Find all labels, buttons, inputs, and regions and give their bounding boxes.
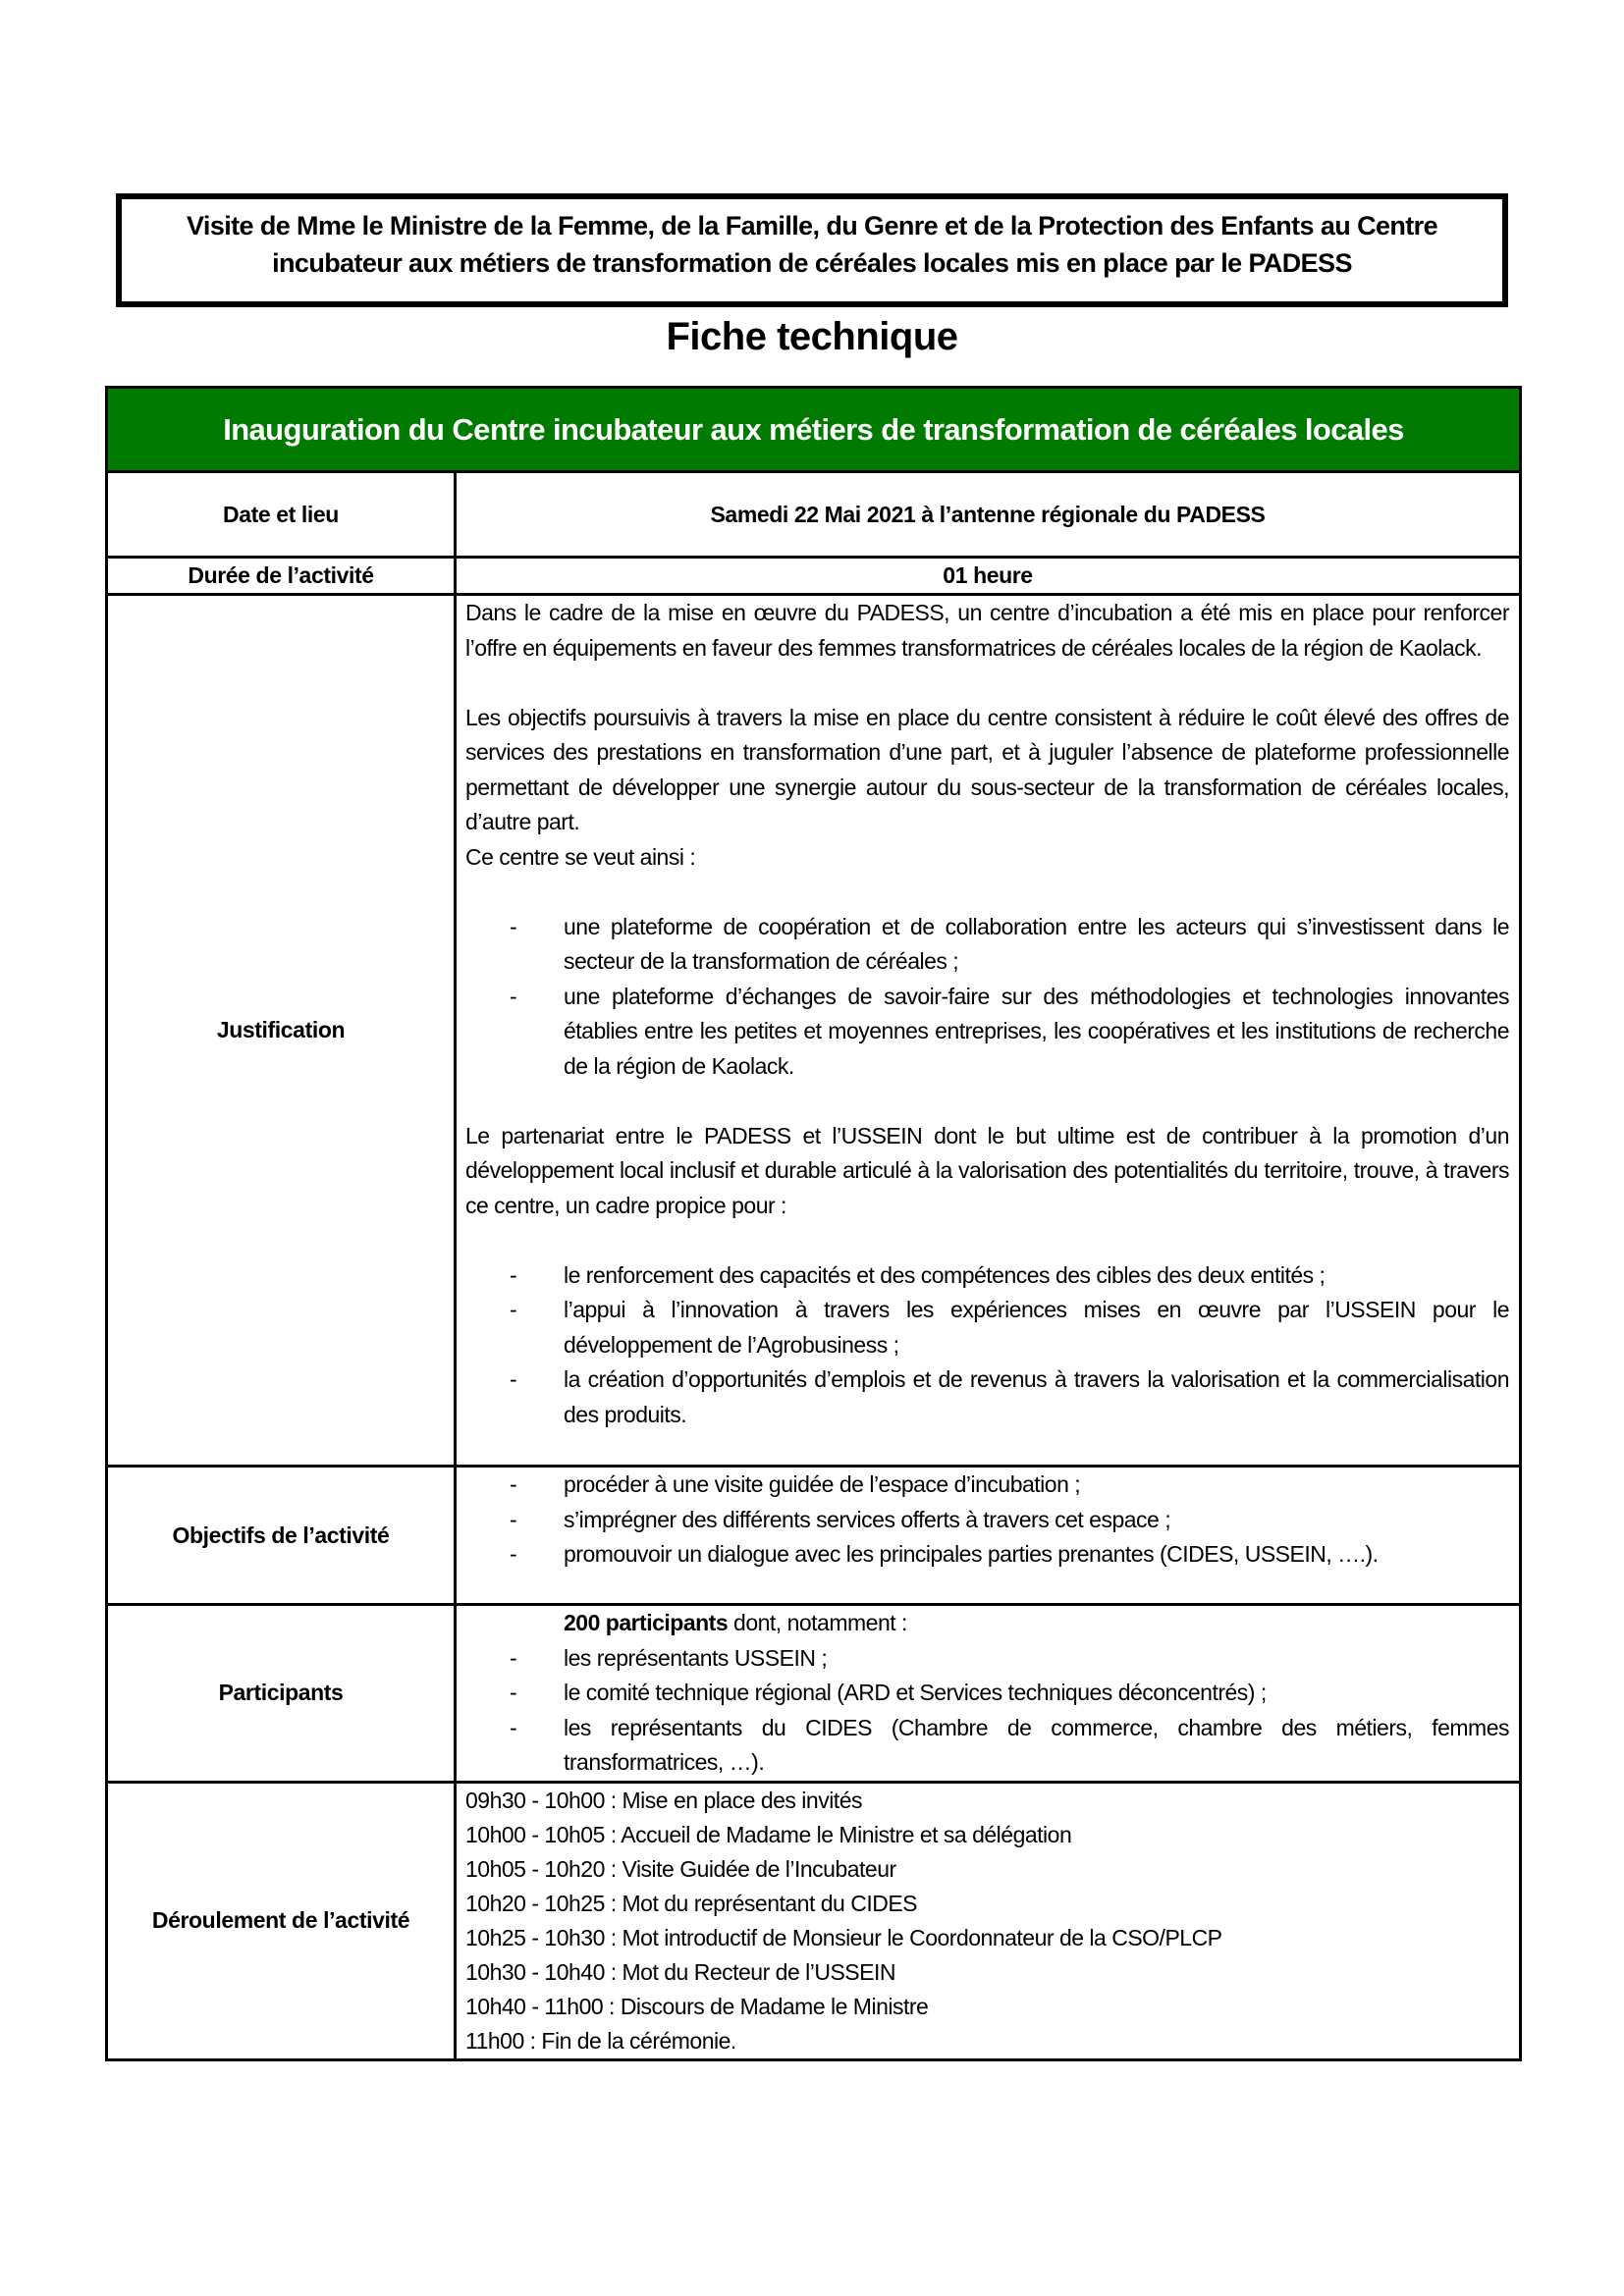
list-item: - une plateforme d’échanges de savoir-faire sur des méthodologies et technologies innovantes établies entre les petites et moyennes entreprises, les coopératives et les institutions de recherche de la région de Kaolack.: [465, 980, 1509, 1085]
table-banner-row: [107, 388, 1521, 472]
list-item: - promouvoir un dialogue avec les principales parties prenantes (CIDES, USSEIN, ….).: [465, 1537, 1509, 1573]
justification-list-1: [465, 910, 1509, 1085]
row-value-duration: 01 heure: [456, 558, 1521, 595]
visit-title-line-1: Visite de Mme le Ministre de la Femme, de la Famille, du Genre et de la Protection des Enfants au Centre: [187, 211, 1437, 240]
row-label-justification: Justification: [107, 595, 456, 1467]
bullet-dash-icon: -: [510, 1680, 517, 1705]
technical-sheet-table: [105, 386, 1522, 2061]
table-row-schedule: [107, 1782, 1521, 2059]
bullet-dash-icon: -: [510, 1261, 517, 1288]
row-label-duration: Durée de l’activité: [107, 558, 456, 595]
row-value-participants: [456, 1605, 1521, 1783]
schedule-item: 10h25 - 10h30 : Mot introductif de Monsieur le Coordonnateur de la CSO/PLCP: [465, 1924, 1222, 1950]
justification-paragraph-4: Le partenariat entre le PADESS et l’USSEIN dont le but ultime est de contribuer à la promotion d’un développement local inclusif et durable articulé à la valorisation des potentialités du territoire, trouve, à travers ce centre, un cadre propice pour :: [465, 1122, 1509, 1218]
objectives-list: [465, 1468, 1509, 1573]
list-item: - la création d’opportunités d’emplois et de revenus à travers la valorisation et la commercialisation des produits.: [465, 1362, 1509, 1432]
justification-paragraph-2: Les objectifs poursuivis à travers la mise en place du centre consistent à réduire le coût élevé des offres de services des prestations en transformation d’une part, et à juguler l’absence de plateforme professionnelle permettant de développer une synergie autour du sous-secteur de la transformation de céréales locales, d’autre part.: [465, 704, 1509, 834]
justification-paragraph-3: Ce centre se veut ainsi :: [465, 843, 696, 870]
schedule-item: 10h00 - 10h05 : Accueil de Madame le Ministre et sa délégation: [465, 1821, 1072, 1847]
visit-title-box: [116, 193, 1508, 307]
bullet-dash-icon: -: [510, 1366, 517, 1392]
justification-list-2: [465, 1258, 1509, 1433]
document-title: Fiche technique: [666, 315, 958, 358]
row-value-schedule: [456, 1782, 1521, 2059]
justification-paragraph-1: Dans le cadre de la mise en œuvre du PADESS, un centre d’incubation a été mis en place pour renforcer l’offre en équipements en faveur des femmes transformatrices de céréales locales de la région de Kaolack.: [465, 600, 1509, 661]
bullet-dash-icon: -: [510, 1471, 517, 1497]
participants-lead: 200 participants dont, notamment :: [564, 1610, 907, 1635]
schedule-item: 10h20 - 10h25 : Mot du représentant du CIDES: [465, 1890, 918, 1916]
table-row-justification: [107, 595, 1521, 1467]
bullet-dash-icon: -: [510, 1506, 517, 1532]
bullet-dash-icon: -: [510, 1541, 517, 1567]
list-item: - procéder à une visite guidée de l’espace d’incubation ;: [465, 1468, 1509, 1503]
participants-list: [465, 1641, 1509, 1781]
row-label-date: Date et lieu: [107, 472, 456, 558]
row-value-objectives: [456, 1467, 1521, 1605]
row-value-justification: [456, 595, 1521, 1467]
visit-title-line-2: incubateur aux métiers de transformation de céréales locales mis en place par le PADESS: [272, 248, 1352, 278]
list-item: - une plateforme de coopération et de collaboration entre les acteurs qui s’investissent dans le secteur de la transformation de céréales ;: [465, 910, 1509, 980]
schedule-item: 10h05 - 10h20 : Visite Guidée de l’Incubateur: [465, 1855, 896, 1882]
table-row-participants: [107, 1605, 1521, 1783]
list-item: - les représentants du CIDES (Chambre de commerce, chambre des métiers, femmes transformatrices, …).: [465, 1711, 1509, 1781]
bullet-dash-icon: -: [510, 1714, 517, 1740]
bullet-dash-icon: -: [510, 1297, 517, 1322]
table-banner: Inauguration du Centre incubateur aux métiers de transformation de céréales locales: [107, 388, 1521, 472]
list-item: - les représentants USSEIN ;: [465, 1641, 1509, 1677]
list-item: - s’imprégner des différents services offerts à travers cet espace ;: [465, 1503, 1509, 1538]
schedule-item: 10h40 - 11h00 : Discours de Madame le Ministre: [465, 1993, 929, 2019]
schedule-item: 09h30 - 10h00 : Mise en place des invités: [465, 1787, 862, 1813]
table-row-duration: [107, 558, 1521, 595]
row-label-objectives: Objectifs de l’activité: [107, 1467, 456, 1605]
bullet-dash-icon: -: [510, 983, 517, 1009]
table-row-objectives: [107, 1467, 1521, 1605]
list-item: - le renforcement des capacités et des compétences des cibles des deux entités ;: [465, 1258, 1509, 1294]
list-item: - l’appui à l’innovation à travers les expériences mises en œuvre par l’USSEIN pour le développement de l’Agrobusiness ;: [465, 1293, 1509, 1362]
schedule-item: 11h00 : Fin de la cérémonie.: [465, 2027, 736, 2054]
schedule-item: 10h30 - 10h40 : Mot du Recteur de l’USSEIN: [465, 1958, 895, 1985]
row-label-schedule: Déroulement de l’activité: [107, 1782, 456, 2059]
participants-count: 200 participants: [564, 1610, 729, 1635]
row-value-date: Samedi 22 Mai 2021 à l’antenne régionale du PADESS: [456, 472, 1521, 558]
row-label-participants: Participants: [107, 1605, 456, 1783]
list-item: - le comité technique régional (ARD et Services techniques déconcentrés) ;: [465, 1676, 1509, 1711]
bullet-dash-icon: -: [510, 913, 517, 939]
bullet-dash-icon: -: [510, 1644, 517, 1671]
table-row-date: [107, 472, 1521, 558]
